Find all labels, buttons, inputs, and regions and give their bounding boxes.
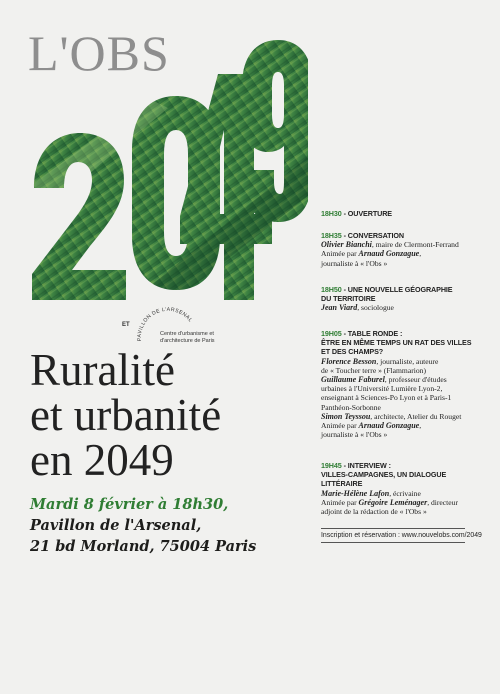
obs-logo: L'OBS <box>28 25 170 81</box>
inscription-link[interactable]: Inscription et réservation : www.nouvelobs.com/2049 <box>321 528 465 543</box>
speaker-name: Olivier Bianchi <box>321 240 372 250</box>
speaker-detail: enseignant à Sciences-Po Lyon et à Paris-1 <box>321 393 452 403</box>
pavillon-arc-text: PAVILLON DE L'ARSENAL <box>136 306 194 342</box>
program-title-cont: ÊTRE EN MÊME TEMPS UN RAT DES VILLES <box>321 338 472 348</box>
program-time: 18H35 <box>321 231 342 240</box>
main-title <box>30 345 222 485</box>
program-line <box>321 498 483 507</box>
speaker-name: Guillaume Faburel <box>321 375 385 385</box>
program-line <box>321 375 483 384</box>
event-date: Mardi 8 février à 18h30, <box>30 496 229 513</box>
program-line <box>321 249 483 258</box>
speaker-name: Arnaud Gonzague <box>358 249 420 259</box>
program-line <box>321 403 483 412</box>
speaker-detail: de « Toucher terre » (Flammarion) <box>321 365 426 375</box>
program-title-cont: DU TERRITOIRE <box>321 294 376 304</box>
program-item <box>321 285 483 313</box>
program-line <box>321 393 483 402</box>
program-line <box>321 430 483 439</box>
program-line <box>321 240 483 249</box>
speaker-detail: , sociologue <box>357 303 394 313</box>
program-heading <box>321 329 483 338</box>
speaker-detail: , directeur <box>427 497 458 507</box>
event-info <box>30 494 256 557</box>
speaker-detail: Animée par <box>321 421 359 431</box>
program-line <box>321 384 483 393</box>
speaker-detail: Panthéon-Sorbonne <box>321 402 381 412</box>
program-title: - INTERVIEW : <box>341 461 391 470</box>
program-time: 19H45 <box>321 461 342 470</box>
program-heading <box>321 461 483 470</box>
program-line <box>321 357 483 366</box>
program-line <box>321 303 483 312</box>
year-2049-artwork <box>28 38 308 308</box>
speaker-name: Grégoire Leménager <box>358 497 428 507</box>
program-item <box>321 231 483 268</box>
program-line <box>321 259 483 268</box>
program-line <box>321 421 483 430</box>
speaker-name: Arnaud Gonzague <box>358 421 420 431</box>
program-item <box>321 209 483 218</box>
speaker-name: Jean Viard <box>321 303 358 313</box>
speaker-detail: , <box>419 249 422 259</box>
program-title: - UNE NOUVELLE GÉOGRAPHIE <box>341 285 453 294</box>
speaker-name: Marie-Hélène Lafon <box>321 488 390 498</box>
program-time: 18H30 <box>321 209 342 218</box>
program-line <box>321 366 483 375</box>
program-item <box>321 461 483 516</box>
speaker-detail: , maire de Clermont-Ferrand <box>371 240 459 250</box>
program-time: 19H05 <box>321 329 342 338</box>
partner-et-label: ET <box>122 322 130 328</box>
speaker-detail: Animée par <box>321 249 359 259</box>
title-line-3: en 2049 <box>30 435 174 485</box>
speaker-detail: adjoint de la rédaction de « l'Obs » <box>321 507 427 517</box>
program-title: - OUVERTURE <box>341 209 393 218</box>
speaker-detail: , <box>419 421 422 431</box>
program-line <box>321 507 483 516</box>
program-title: - TABLE RONDE : <box>341 329 403 338</box>
event-venue: Pavillon de l'Arsenal, <box>30 517 202 534</box>
speaker-name: Simon Teyssou <box>321 411 371 421</box>
speaker-detail: journaliste à « l'Obs » <box>321 258 388 268</box>
speaker-detail: , professeur d'études <box>384 375 447 385</box>
program-time: 18H50 <box>321 285 342 294</box>
speaker-detail: , architecte, Atelier du Rouget <box>370 411 462 421</box>
speaker-detail: urbaines à l'Université Lumière Lyon-2, <box>321 384 443 394</box>
program-line <box>321 489 483 498</box>
speaker-detail: journaliste à « l'Obs » <box>321 430 388 440</box>
speaker-detail: , écrivaine <box>389 488 421 498</box>
speaker-name: Florence Besson <box>321 356 377 366</box>
title-line-2: et urbanité <box>30 390 222 440</box>
program-heading <box>321 231 483 240</box>
program-line <box>321 412 483 421</box>
program-title: - CONVERSATION <box>341 231 404 240</box>
speaker-detail: , journaliste, auteure <box>376 356 439 366</box>
program-item <box>321 329 483 439</box>
pavillon-subtitle: Centre d'urbanisme et d'architecture de Paris <box>160 331 215 344</box>
program-heading <box>321 285 483 294</box>
title-line-1: Ruralité <box>30 345 175 395</box>
speaker-detail: Animée par <box>321 497 359 507</box>
program-heading <box>321 209 483 218</box>
program-title-cont: VILLES-CAMPAGNES, UN DIALOGUE LITTÉRAIRE <box>321 470 447 489</box>
event-address: 21 bd Morland, 75004 Paris <box>30 538 257 555</box>
program-title-cont: ET DES CHAMPS? <box>321 347 384 357</box>
